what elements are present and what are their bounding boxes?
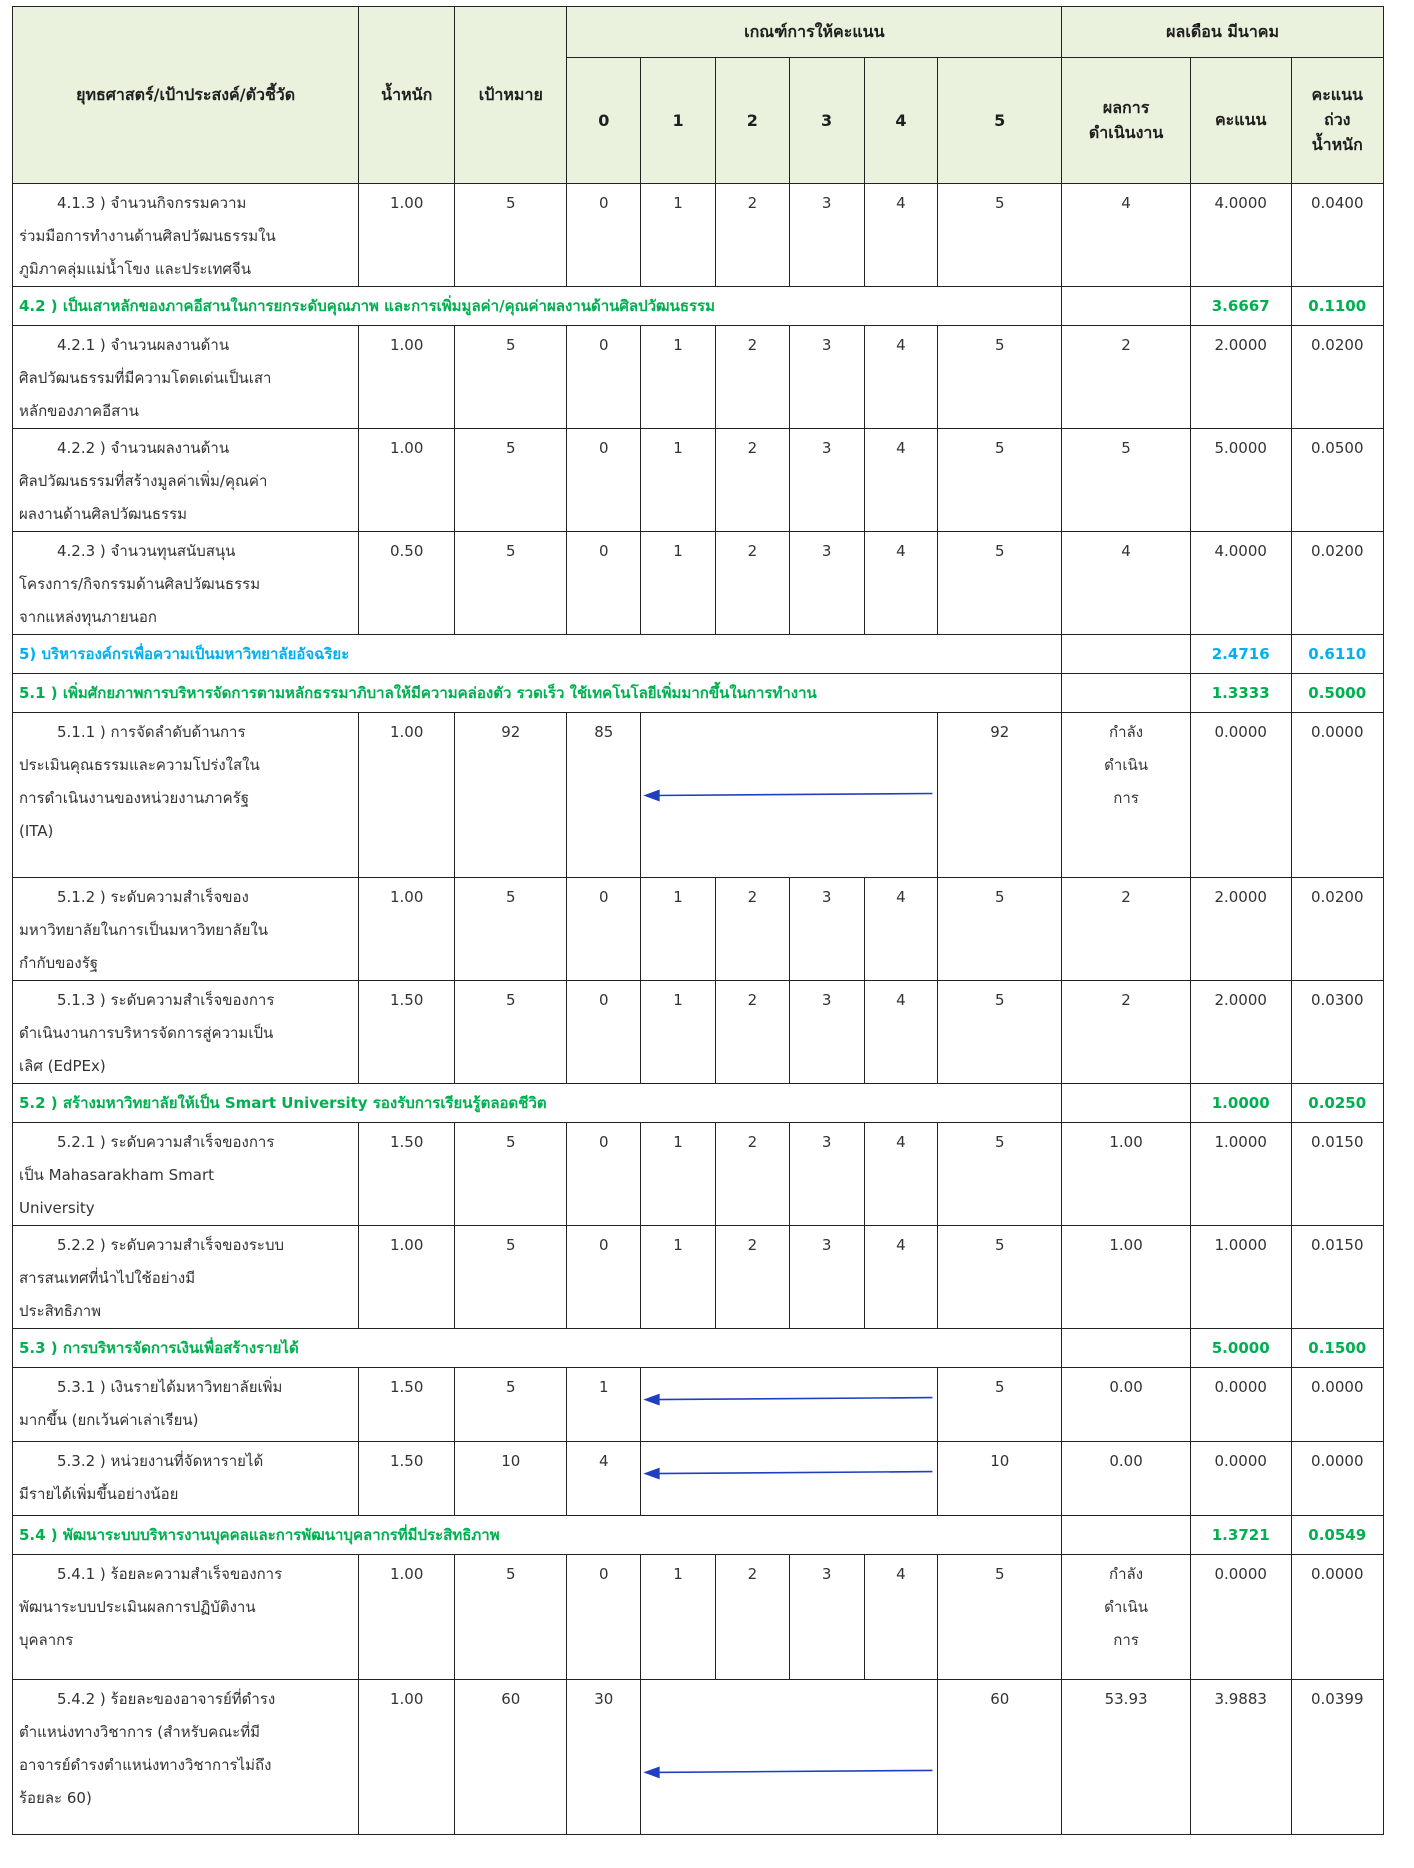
indicator-name [13,1368,359,1442]
score-value: 4.0000 [1190,184,1291,287]
indicator-text-line: มากขึ้น (ยกเว้นค่าเล่าเรียน) [19,1411,199,1429]
indicator-text-line: 5.1.1 ) การจัดลำดับด้านการ [57,723,246,741]
section-score: 5.0000 [1190,1329,1291,1368]
indicator-text-line: 5.4.1 ) ร้อยละความสำเร็จของการ [57,1565,283,1583]
criteria-value: 3 [789,1226,864,1329]
criteria-value: 2 [716,878,790,981]
score-value: 5.0000 [1190,429,1291,532]
header-weighted-line: คะแนน [1311,85,1363,104]
header-weighted-score [1291,58,1384,184]
section-weighted-score: 0.1100 [1291,287,1384,326]
performance-value [1062,1368,1191,1442]
criteria-value: 0 [567,184,641,287]
weight-value: 1.00 [359,878,455,981]
criteria-value: 2 [716,1123,790,1226]
target-value: 5 [455,1555,567,1680]
performance-value [1062,1555,1191,1680]
criteria-value: 2 [716,184,790,287]
performance-value [1062,878,1191,981]
performance-line: 1.00 [1109,1133,1143,1151]
performance-line: 0.00 [1109,1378,1143,1396]
weighted-score-value: 0.0200 [1291,326,1384,429]
table-body [13,184,1384,1835]
indicator-text-line: 5.1.2 ) ระดับความสำเร็จของ [57,888,249,906]
criteria-max-value: 10 [938,1442,1062,1516]
target-value: 5 [455,1226,567,1329]
indicator-row [13,184,1384,287]
indicator-text-line: 5.3.2 ) หน่วยงานที่จัดหารายได้ [57,1452,264,1470]
criteria-value: 3 [789,184,864,287]
indicator-text-line: เลิศ (EdPEx) [19,1057,106,1075]
performance-line: การ [1113,1631,1139,1649]
weighted-score-value: 0.0000 [1291,713,1384,878]
section-label: 5.4 ) พัฒนาระบบบริหารงานบุคคลและการพัฒนาบุคลากรที่มีประสิทธิภาพ [13,1516,1062,1555]
indicator-text-line: 5.3.1 ) เงินรายได้มหาวิทยาลัยเพิ่ม [57,1378,283,1396]
criteria-value: 1 [641,429,716,532]
indicator-text-line: การดำเนินงานของหน่วยงานภาครัฐ [19,789,249,807]
header-weight: น้ำหนัก [359,7,455,184]
score-value: 3.9883 [1190,1680,1291,1835]
criteria-value: 3 [789,1123,864,1226]
header-performance-line: ผลการ [1102,97,1150,117]
weight-value: 1.50 [359,1442,455,1516]
indicator-name [13,713,359,878]
section-row [13,1516,1384,1555]
score-value: 1.0000 [1190,1226,1291,1329]
performance-line: 2 [1121,336,1131,354]
indicator-text-line: University [19,1199,95,1217]
target-value: 10 [455,1442,567,1516]
section-row [13,1084,1384,1123]
indicator-text-line: ประสิทธิภาพ [19,1302,102,1320]
target-value: 60 [455,1680,567,1835]
section-label: 5.2 ) สร้างมหาวิทยาลัยให้เป็น Smart University รองรับการเรียนรู้ตลอดชีวิต [13,1084,1062,1123]
performance-line: ดำเนิน [1104,1598,1148,1616]
performance-line: กำลัง [1109,1565,1144,1583]
performance-line: 5 [1121,439,1131,457]
header-performance-line: ดำเนินงาน [1088,122,1164,142]
indicator-name [13,1226,359,1329]
criteria-value: 0 [567,1123,641,1226]
criteria-max-value: 92 [938,713,1062,878]
criteria-level: 5 [938,58,1062,184]
indicator-name [13,532,359,635]
criteria-value: 5 [938,532,1062,635]
criteria-value: 5 [938,1555,1062,1680]
target-value: 5 [455,1368,567,1442]
indicator-name [13,1680,359,1835]
score-value: 0.0000 [1190,1442,1291,1516]
criteria-value: 2 [716,1226,790,1329]
criteria-value: 1 [641,1123,716,1226]
section-score: 1.0000 [1190,1084,1291,1123]
section-label: 5.3 ) การบริหารจัดการเงินเพื่อสร้างรายได้ [13,1329,1062,1368]
criteria-level: 3 [789,58,864,184]
indicator-name [13,1123,359,1226]
criteria-value: 5 [938,1226,1062,1329]
section-empty-cell [1062,674,1191,713]
score-value: 1.0000 [1190,1123,1291,1226]
weighted-score-value: 0.0200 [1291,532,1384,635]
performance-line: 2 [1121,991,1131,1009]
score-value: 2.0000 [1190,981,1291,1084]
target-value: 5 [455,326,567,429]
header-weighted-line: น้ำหนัก [1311,135,1363,154]
indicator-row [13,981,1384,1084]
indicator-text-line: 4.2.3 ) จำนวนทุนสนับสนุน [57,542,236,560]
indicator-text-line: (ITA) [19,822,54,840]
section-weighted-score: 0.5000 [1291,674,1384,713]
section-score: 3.6667 [1190,287,1291,326]
indicator-text-line: 4.2.2 ) จำนวนผลงานด้าน [57,439,230,457]
score-value: 2.0000 [1190,878,1291,981]
section-score: 1.3721 [1190,1516,1291,1555]
criteria-value: 3 [789,981,864,1084]
weighted-score-value: 0.0150 [1291,1226,1384,1329]
weighted-score-value: 0.0400 [1291,184,1384,287]
performance-line: 4 [1121,194,1131,212]
indicator-text-line: อาจารย์ดำรงตำแหน่งทางวิชาการไม่ถึง [19,1756,272,1774]
section-row [13,635,1384,674]
criteria-value: 4 [864,1123,938,1226]
performance-value [1062,429,1191,532]
criteria-value: 2 [716,326,790,429]
indicator-name [13,981,359,1084]
weighted-score-value: 0.0000 [1291,1555,1384,1680]
criteria-level: 0 [567,58,641,184]
indicator-text-line: สารสนเทศที่นำไปใช้อย่างมี [19,1269,196,1287]
weight-value: 1.00 [359,429,455,532]
weight-value: 1.00 [359,184,455,287]
header-performance [1062,58,1191,184]
header-weighted-line: ถ่วง [1324,110,1351,129]
weighted-score-value: 0.0500 [1291,429,1384,532]
criteria-range-arrow [641,1680,938,1835]
criteria-value: 1 [641,1226,716,1329]
criteria-value: 0 [567,326,641,429]
criteria-range-arrow [641,1368,938,1442]
indicator-row [13,713,1384,878]
indicator-text-line: บุคลากร [19,1631,74,1649]
weight-value: 1.00 [359,326,455,429]
indicator-name [13,1555,359,1680]
indicator-text-line: พัฒนาระบบประเมินผลการปฏิบัติงาน [19,1598,256,1616]
criteria-value: 1 [641,532,716,635]
section-label: 5.1 ) เพิ่มศักยภาพการบริหารจัดการตามหลักธรรมาภิบาลให้มีความคล่องตัว รวดเร็ว ใช้เทคโนโลยีเพิ่มมากขึ้นในการทำงาน [13,674,1062,713]
indicator-text-line: 5.2.2 ) ระดับความสำเร็จของระบบ [57,1236,284,1254]
indicator-text-line: ตำแหน่งทางวิชาการ (สำหรับคณะที่มี [19,1723,260,1741]
criteria-value: 0 [567,532,641,635]
weighted-score-value: 0.0000 [1291,1368,1384,1442]
weight-value: 1.50 [359,981,455,1084]
indicator-row [13,1680,1384,1835]
left-arrow-icon [641,713,937,877]
header-criteria: เกณฑ์การให้คะแนน [567,7,1062,58]
indicator-text-line: ประเมินคุณธรรมและความโปร่งใสใน [19,756,260,774]
section-row [13,287,1384,326]
indicator-text-line: หลักของภาคอีสาน [19,402,139,420]
performance-line: 4 [1121,542,1131,560]
performance-line: 0.00 [1109,1452,1143,1470]
indicator-text-line: ดำเนินงานการบริหารจัดการสู่ความเป็น [19,1024,274,1042]
weight-value: 1.50 [359,1368,455,1442]
target-value: 5 [455,981,567,1084]
criteria-range-arrow [641,1442,938,1516]
criteria-level: 2 [716,58,790,184]
indicator-row [13,1368,1384,1442]
section-empty-cell [1062,635,1191,674]
score-value: 0.0000 [1190,1555,1291,1680]
performance-value [1062,1123,1191,1226]
criteria-max-value: 5 [938,1368,1062,1442]
indicator-text-line: 5.4.2 ) ร้อยละของอาจารย์ที่ดำรง [57,1690,276,1708]
criteria-level: 1 [641,58,716,184]
weight-value: 1.00 [359,1226,455,1329]
criteria-value: 0 [567,1226,641,1329]
indicator-text-line: ศิลปวัฒนธรรมที่สร้างมูลค่าเพิ่ม/คุณค่า [19,472,268,490]
performance-value [1062,713,1191,878]
weight-value: 1.50 [359,1123,455,1226]
performance-value [1062,1442,1191,1516]
performance-line: การ [1113,789,1139,807]
target-value: 5 [455,184,567,287]
performance-value [1062,1680,1191,1835]
criteria-value: 1 [641,184,716,287]
indicator-text-line: โครงการ/กิจกรรมด้านศิลปวัฒนธรรม [19,575,261,593]
criteria-value: 5 [938,429,1062,532]
section-weighted-score: 0.6110 [1291,635,1384,674]
criteria-value: 4 [864,184,938,287]
performance-value [1062,981,1191,1084]
section-empty-cell [1062,1516,1191,1555]
header-target: เป้าหมาย [455,7,567,184]
header-score: คะแนน [1190,58,1291,184]
target-value: 92 [455,713,567,878]
criteria-value: 2 [716,1555,790,1680]
indicator-row [13,1555,1384,1680]
criteria-value: 0 [567,429,641,532]
criteria-range-arrow [641,713,938,878]
weight-value: 0.50 [359,532,455,635]
criteria-value: 3 [789,1555,864,1680]
criteria-value: 3 [789,878,864,981]
criteria-value: 4 [864,878,938,981]
indicator-text-line: 4.2.1 ) จำนวนผลงานด้าน [57,336,230,354]
criteria-min-value: 4 [567,1442,641,1516]
performance-line: กำลัง [1109,723,1144,741]
criteria-value: 4 [864,1555,938,1680]
indicator-name [13,1442,359,1516]
criteria-value: 2 [716,532,790,635]
indicator-name [13,878,359,981]
performance-value [1062,532,1191,635]
criteria-value: 0 [567,878,641,981]
weighted-score-value: 0.0000 [1291,1442,1384,1516]
criteria-value: 1 [641,878,716,981]
section-empty-cell [1062,287,1191,326]
indicator-name [13,184,359,287]
criteria-value: 5 [938,326,1062,429]
performance-line: ดำเนิน [1104,756,1148,774]
criteria-value: 1 [641,981,716,1084]
criteria-value: 1 [641,326,716,429]
indicator-name [13,429,359,532]
left-arrow-icon [641,1442,937,1515]
indicator-text-line: เป็น Mahasarakham Smart [19,1166,215,1184]
criteria-value: 0 [567,981,641,1084]
section-label: 4.2 ) เป็นเสาหลักของภาคอีสานในการยกระดับคุณภาพ และการเพิ่มมูลค่า/คุณค่าผลงานด้านศิลปวัฒนธรรม [13,287,1062,326]
target-value: 5 [455,1123,567,1226]
criteria-min-value: 1 [567,1368,641,1442]
criteria-value: 5 [938,981,1062,1084]
criteria-value: 5 [938,184,1062,287]
indicator-row [13,429,1384,532]
kpi-table [12,6,1384,1835]
indicator-text-line: มหาวิทยาลัยในการเป็นมหาวิทยาลัยใน [19,921,269,939]
indicator-row [13,326,1384,429]
score-value: 0.0000 [1190,1368,1291,1442]
weighted-score-value: 0.0200 [1291,878,1384,981]
weighted-score-value: 0.0150 [1291,1123,1384,1226]
indicator-text-line: ผลงานด้านศิลปวัฒนธรรม [19,505,188,523]
performance-value [1062,1226,1191,1329]
score-value: 4.0000 [1190,532,1291,635]
left-arrow-icon [641,1680,937,1834]
indicator-row [13,532,1384,635]
indicator-text-line: จากแหล่งทุนภายนอก [19,608,157,626]
section-empty-cell [1062,1084,1191,1123]
indicator-text-line: มีรายได้เพิ่มขึ้นอย่างน้อย [19,1485,179,1503]
criteria-value: 5 [938,878,1062,981]
criteria-min-value: 85 [567,713,641,878]
criteria-value: 4 [864,532,938,635]
indicator-row [13,1123,1384,1226]
performance-line: 53.93 [1104,1690,1148,1708]
header-indicator: ยุทธศาสตร์/เป้าประสงค์/ตัวชี้วัด [13,7,359,184]
score-value: 2.0000 [1190,326,1291,429]
criteria-min-value: 30 [567,1680,641,1835]
performance-value [1062,184,1191,287]
left-arrow-icon [641,1368,937,1441]
criteria-value: 3 [789,532,864,635]
criteria-value: 3 [789,326,864,429]
criteria-value: 4 [864,429,938,532]
table-header [13,7,1384,184]
indicator-text-line: ภูมิภาคลุ่มแม่น้ำโขง และประเทศจีน [19,260,251,278]
criteria-value: 0 [567,1555,641,1680]
section-score: 2.4716 [1190,635,1291,674]
weighted-score-value: 0.0300 [1291,981,1384,1084]
criteria-value: 1 [641,1555,716,1680]
target-value: 5 [455,878,567,981]
section-score: 1.3333 [1190,674,1291,713]
indicator-text-line: ร้อยละ 60) [19,1789,92,1807]
indicator-row [13,1226,1384,1329]
indicator-text-line: ร่วมมือการทำงานด้านศิลปวัฒนธรรมใน [19,227,276,245]
weight-value: 1.00 [359,1555,455,1680]
performance-value [1062,326,1191,429]
criteria-value: 4 [864,981,938,1084]
indicator-name [13,326,359,429]
criteria-value: 5 [938,1123,1062,1226]
target-value: 5 [455,532,567,635]
section-row [13,674,1384,713]
section-weighted-score: 0.0250 [1291,1084,1384,1123]
indicator-text-line: 5.1.3 ) ระดับความสำเร็จของการ [57,991,275,1009]
section-label: 5) บริหารองค์กรเพื่อความเป็นมหาวิทยาลัยอัจฉริยะ [13,635,1062,674]
section-weighted-score: 0.1500 [1291,1329,1384,1368]
criteria-level: 4 [864,58,938,184]
section-empty-cell [1062,1329,1191,1368]
criteria-value: 4 [864,1226,938,1329]
indicator-text-line: 4.1.3 ) จำนวนกิจกรรมความ [57,194,247,212]
score-value: 0.0000 [1190,713,1291,878]
section-row [13,1329,1384,1368]
weighted-score-value: 0.0399 [1291,1680,1384,1835]
criteria-max-value: 60 [938,1680,1062,1835]
weight-value: 1.00 [359,1680,455,1835]
criteria-value: 2 [716,429,790,532]
criteria-value: 3 [789,429,864,532]
performance-line: 2 [1121,888,1131,906]
criteria-value: 4 [864,326,938,429]
weight-value: 1.00 [359,713,455,878]
indicator-row [13,878,1384,981]
target-value: 5 [455,429,567,532]
indicator-text-line: กำกับของรัฐ [19,954,99,972]
indicator-text-line: 5.2.1 ) ระดับความสำเร็จของการ [57,1133,275,1151]
criteria-value: 2 [716,981,790,1084]
performance-line: 1.00 [1109,1236,1143,1254]
section-weighted-score: 0.0549 [1291,1516,1384,1555]
indicator-text-line: ศิลปวัฒนธรรมที่มีความโดดเด่นเป็นเสา [19,369,272,387]
header-result: ผลเดือน มีนาคม [1062,7,1384,58]
indicator-row [13,1442,1384,1516]
